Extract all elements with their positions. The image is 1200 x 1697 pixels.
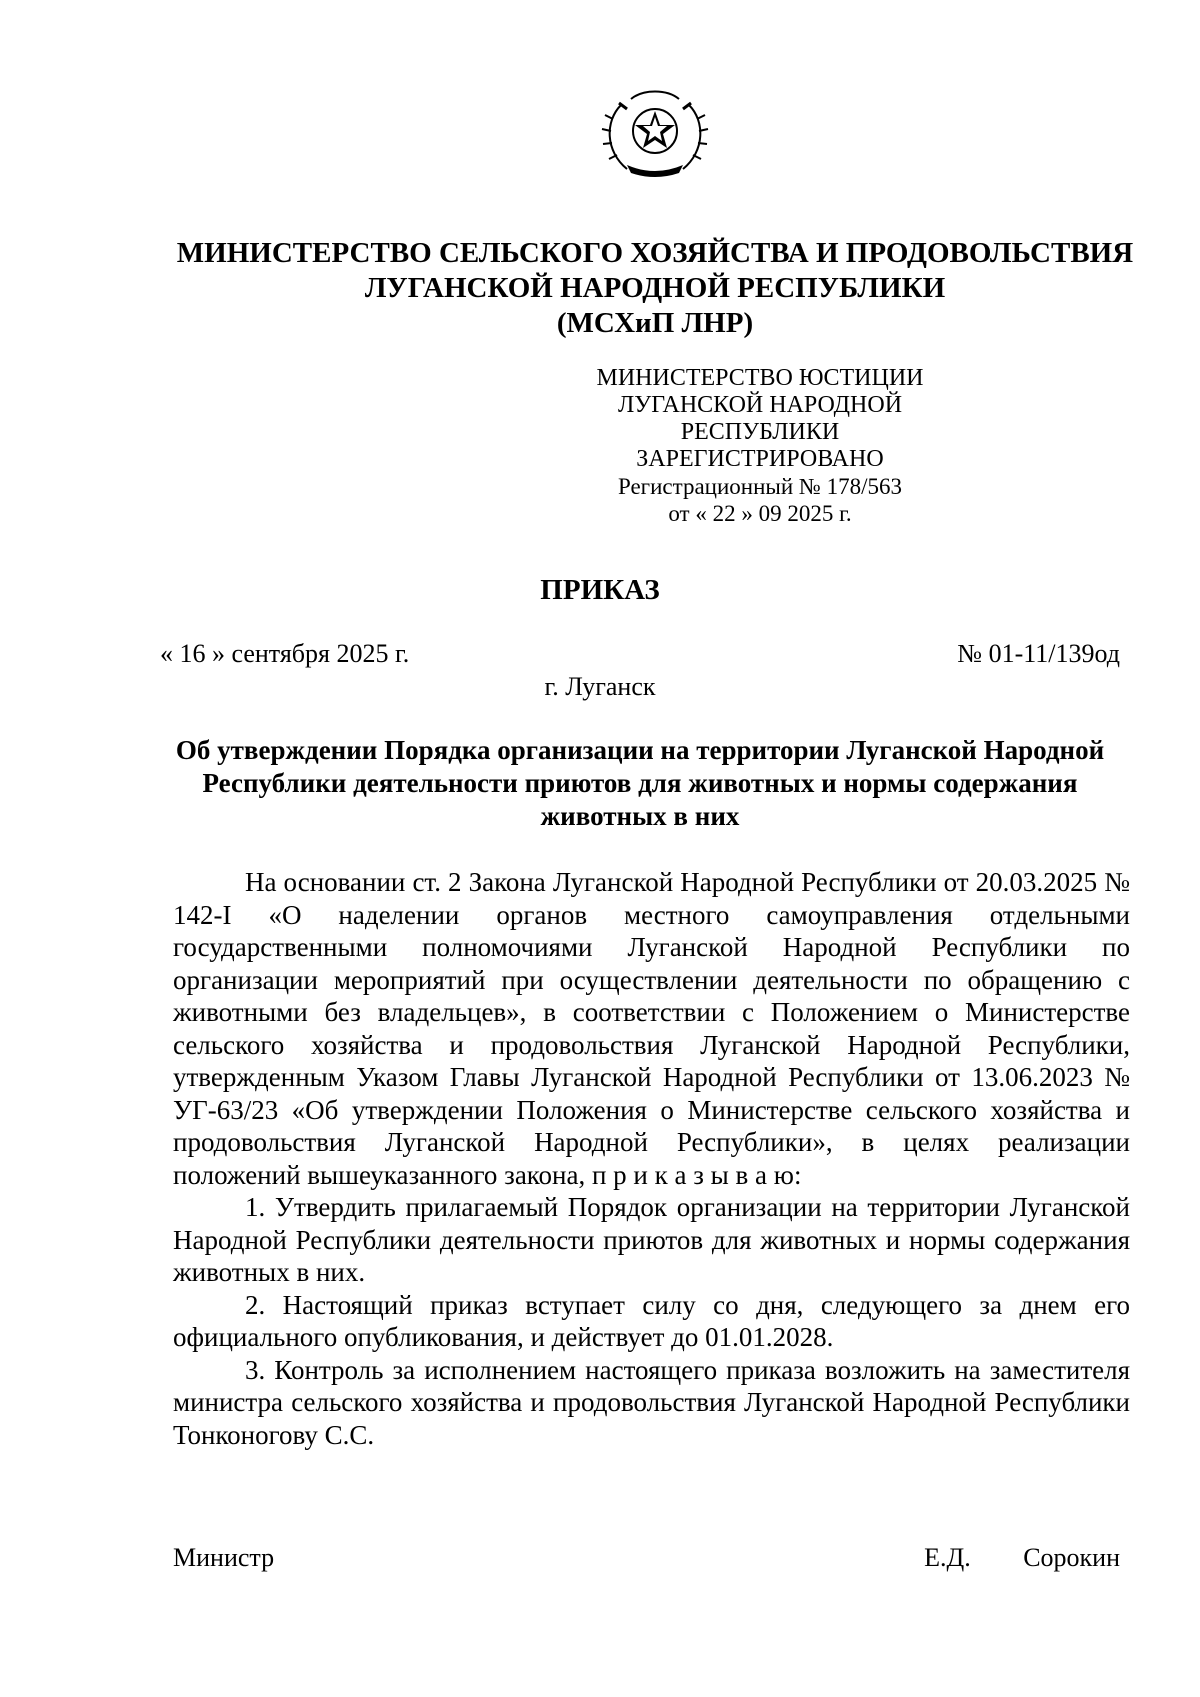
lpr-coat-of-arms-icon bbox=[591, 85, 719, 181]
stamp-registration-date: от « 22 » 09 2025 г. bbox=[668, 501, 852, 526]
ministry-name-line: МИНИСТЕРСТВО СЕЛЬСКОГО ХОЗЯЙСТВА И ПРОДОВОЛЬСТВИЯ bbox=[176, 237, 1134, 269]
order-number: № 01-11/139од bbox=[957, 639, 1120, 668]
order-date: « 16 » сентября 2025 г. bbox=[160, 639, 410, 668]
stamp-status: ЗАРЕГИСТРИРОВАНО bbox=[636, 446, 884, 472]
signatory-name: Е.Д. Сорокин bbox=[924, 1543, 1120, 1572]
registration-stamp bbox=[560, 365, 960, 527]
order-item-3: 3. Контроль за исполнением настоящего приказа возложить на заместителя министра сельского хозяйства и продовольствия Луганской Народной Республики Тонконогову С.С. bbox=[173, 1354, 1130, 1450]
ministry-region-line: ЛУГАНСКОЙ НАРОДНОЙ РЕСПУБЛИКИ bbox=[364, 272, 946, 304]
order-body bbox=[173, 866, 1130, 1451]
stamp-authority: МИНИСТЕРСТВО ЮСТИЦИИ bbox=[596, 365, 924, 391]
stamp-registration-number: Регистрационный № 178/563 bbox=[617, 474, 903, 499]
order-subject: Об утверждении Порядка организации на территории Луганской Народной Республики деятельности приютов для животных и нормы содержания животных в них bbox=[175, 735, 1105, 831]
preamble-paragraph: На основании ст. 2 Закона Луганской Народной Республики от 20.03.2025 № 142-I «О наделении органов местного самоуправления отдельными государственными полномочиями Луганской Народной Республики по организации мероприятий при осуществлении деятельности по обращению с животными без владельцев», в соответствии с Положением о Министерстве сельского хозяйства и продовольствия Луганской Народной Республики, утвержденным Указом Главы Луганской Народной Республики от 13.06.2023 № УГ-63/23 «Об утверждении Положения о Министерстве сельского хозяйства и продовольствия Луганской Народной Республики», в целях реализации положений вышеуказанного закона, п р и к а з ы в а ю: bbox=[173, 867, 1130, 1190]
order-item-1: 1. Утвердить прилагаемый Порядок организации на территории Луганской Народной Республики деятельности приютов для животных и нормы содержания животных в них. bbox=[173, 1192, 1130, 1287]
order-item-2: 2. Настоящий приказ вступает силу со дня, следующего за днем его официального опубликования, и действует до 01.01.2028. bbox=[173, 1289, 1130, 1352]
signatory-title: Министр bbox=[173, 1543, 275, 1572]
order-city: г. Луганск bbox=[544, 672, 656, 701]
stamp-authority-region: ЛУГАНСКОЙ НАРОДНОЙ РЕСПУБЛИКИ bbox=[617, 392, 903, 445]
document-type: ПРИКАЗ bbox=[540, 574, 660, 606]
ministry-header bbox=[130, 236, 1180, 341]
ministry-abbreviation: (МСХиП ЛНР) bbox=[556, 307, 754, 339]
